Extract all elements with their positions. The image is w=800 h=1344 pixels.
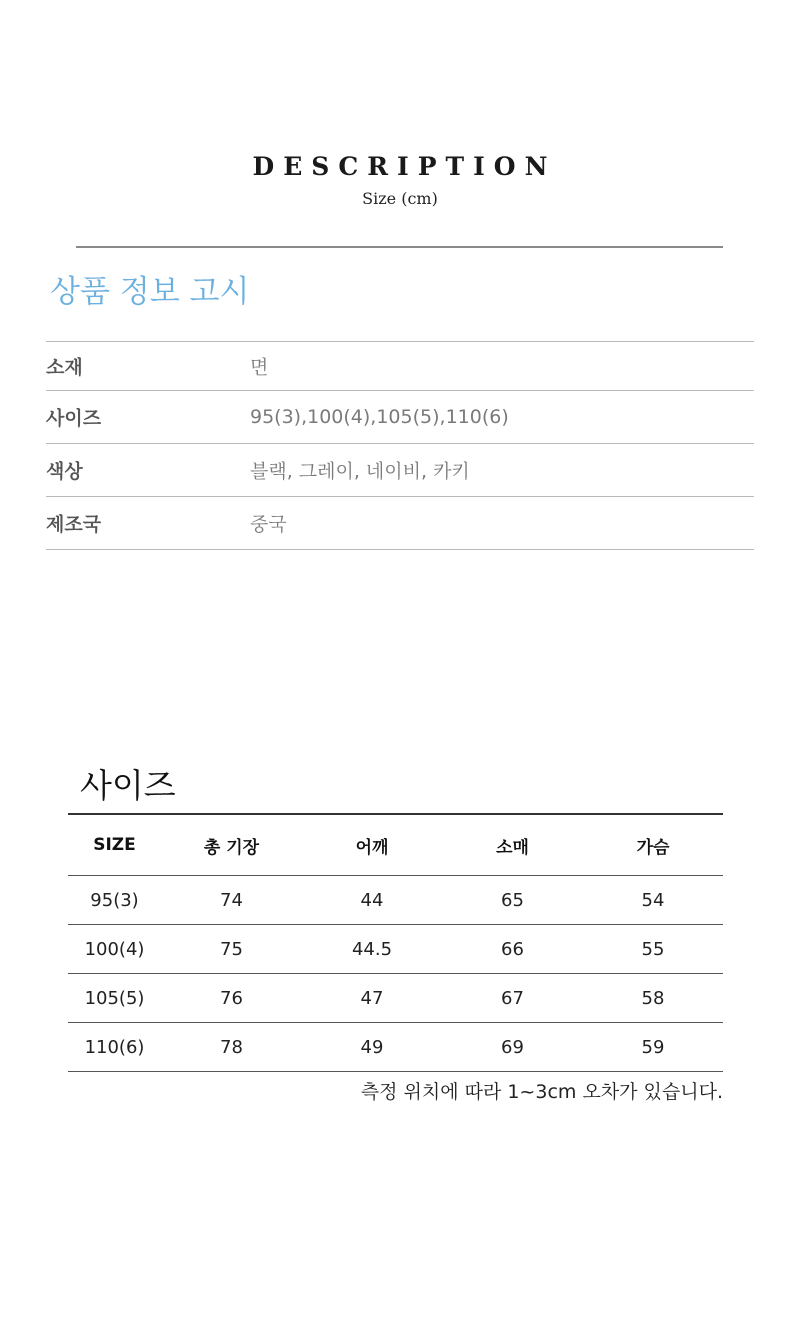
table-cell: 100(4): [84, 938, 145, 960]
table-cell: 55: [641, 938, 665, 960]
table-cell: 47: [360, 987, 384, 1009]
table-cell: 66: [501, 938, 524, 960]
table-cell: 58: [641, 987, 665, 1009]
notice-row-size: [46, 391, 754, 444]
size-table-header: [68, 815, 723, 876]
table-cell: 95(3): [90, 889, 139, 911]
notice-label: 색상: [46, 460, 83, 483]
notice-value: 95(3),100(4),105(5),110(6): [250, 406, 509, 428]
table-cell: 67: [501, 987, 524, 1009]
table-cell: 54: [641, 889, 665, 911]
table-row: [68, 876, 723, 925]
column-header: 가슴: [636, 837, 670, 858]
notice-label: 사이즈: [46, 407, 102, 430]
column-header: 소매: [496, 837, 529, 858]
notice-row-origin: [46, 497, 754, 550]
notice-label: 소재: [46, 356, 83, 379]
size-table: [68, 813, 723, 1072]
table-cell: 44: [360, 889, 384, 911]
column-header: SIZE: [93, 835, 136, 855]
description-subtitle: Size (cm): [362, 189, 438, 208]
notice-heading: 상품 정보 고시: [50, 274, 250, 310]
table-cell: 74: [220, 889, 243, 911]
table-cell: 78: [220, 1036, 243, 1058]
column-header: 총 기장: [203, 837, 260, 858]
table-cell: 69: [501, 1036, 524, 1058]
table-cell: 65: [501, 889, 524, 911]
notice-table: [46, 341, 754, 550]
table-row: [68, 974, 723, 1023]
table-cell: 110(6): [84, 1036, 145, 1058]
notice-value: 면: [250, 356, 269, 379]
table-cell: 105(5): [84, 987, 145, 1009]
table-cell: 59: [641, 1036, 665, 1058]
top-divider: [76, 246, 723, 248]
table-cell: 76: [220, 987, 243, 1009]
measurement-note: 측정 위치에 따라 1~3cm 오차가 있습니다.: [360, 1081, 723, 1103]
table-cell: 75: [220, 938, 243, 960]
notice-value: 블랙, 그레이, 네이비, 카키: [250, 460, 470, 483]
notice-row-color: [46, 444, 754, 497]
table-row: [68, 1023, 723, 1072]
column-header: 어깨: [355, 837, 389, 858]
description-title: DESCRIPTION: [252, 152, 557, 181]
notice-row-material: [46, 342, 754, 391]
notice-value: 중국: [250, 513, 287, 536]
table-cell: 44.5: [351, 938, 393, 960]
table-row: [68, 925, 723, 974]
size-heading: 사이즈: [80, 766, 176, 805]
notice-label: 제조국: [46, 513, 102, 536]
table-cell: 49: [360, 1036, 384, 1058]
